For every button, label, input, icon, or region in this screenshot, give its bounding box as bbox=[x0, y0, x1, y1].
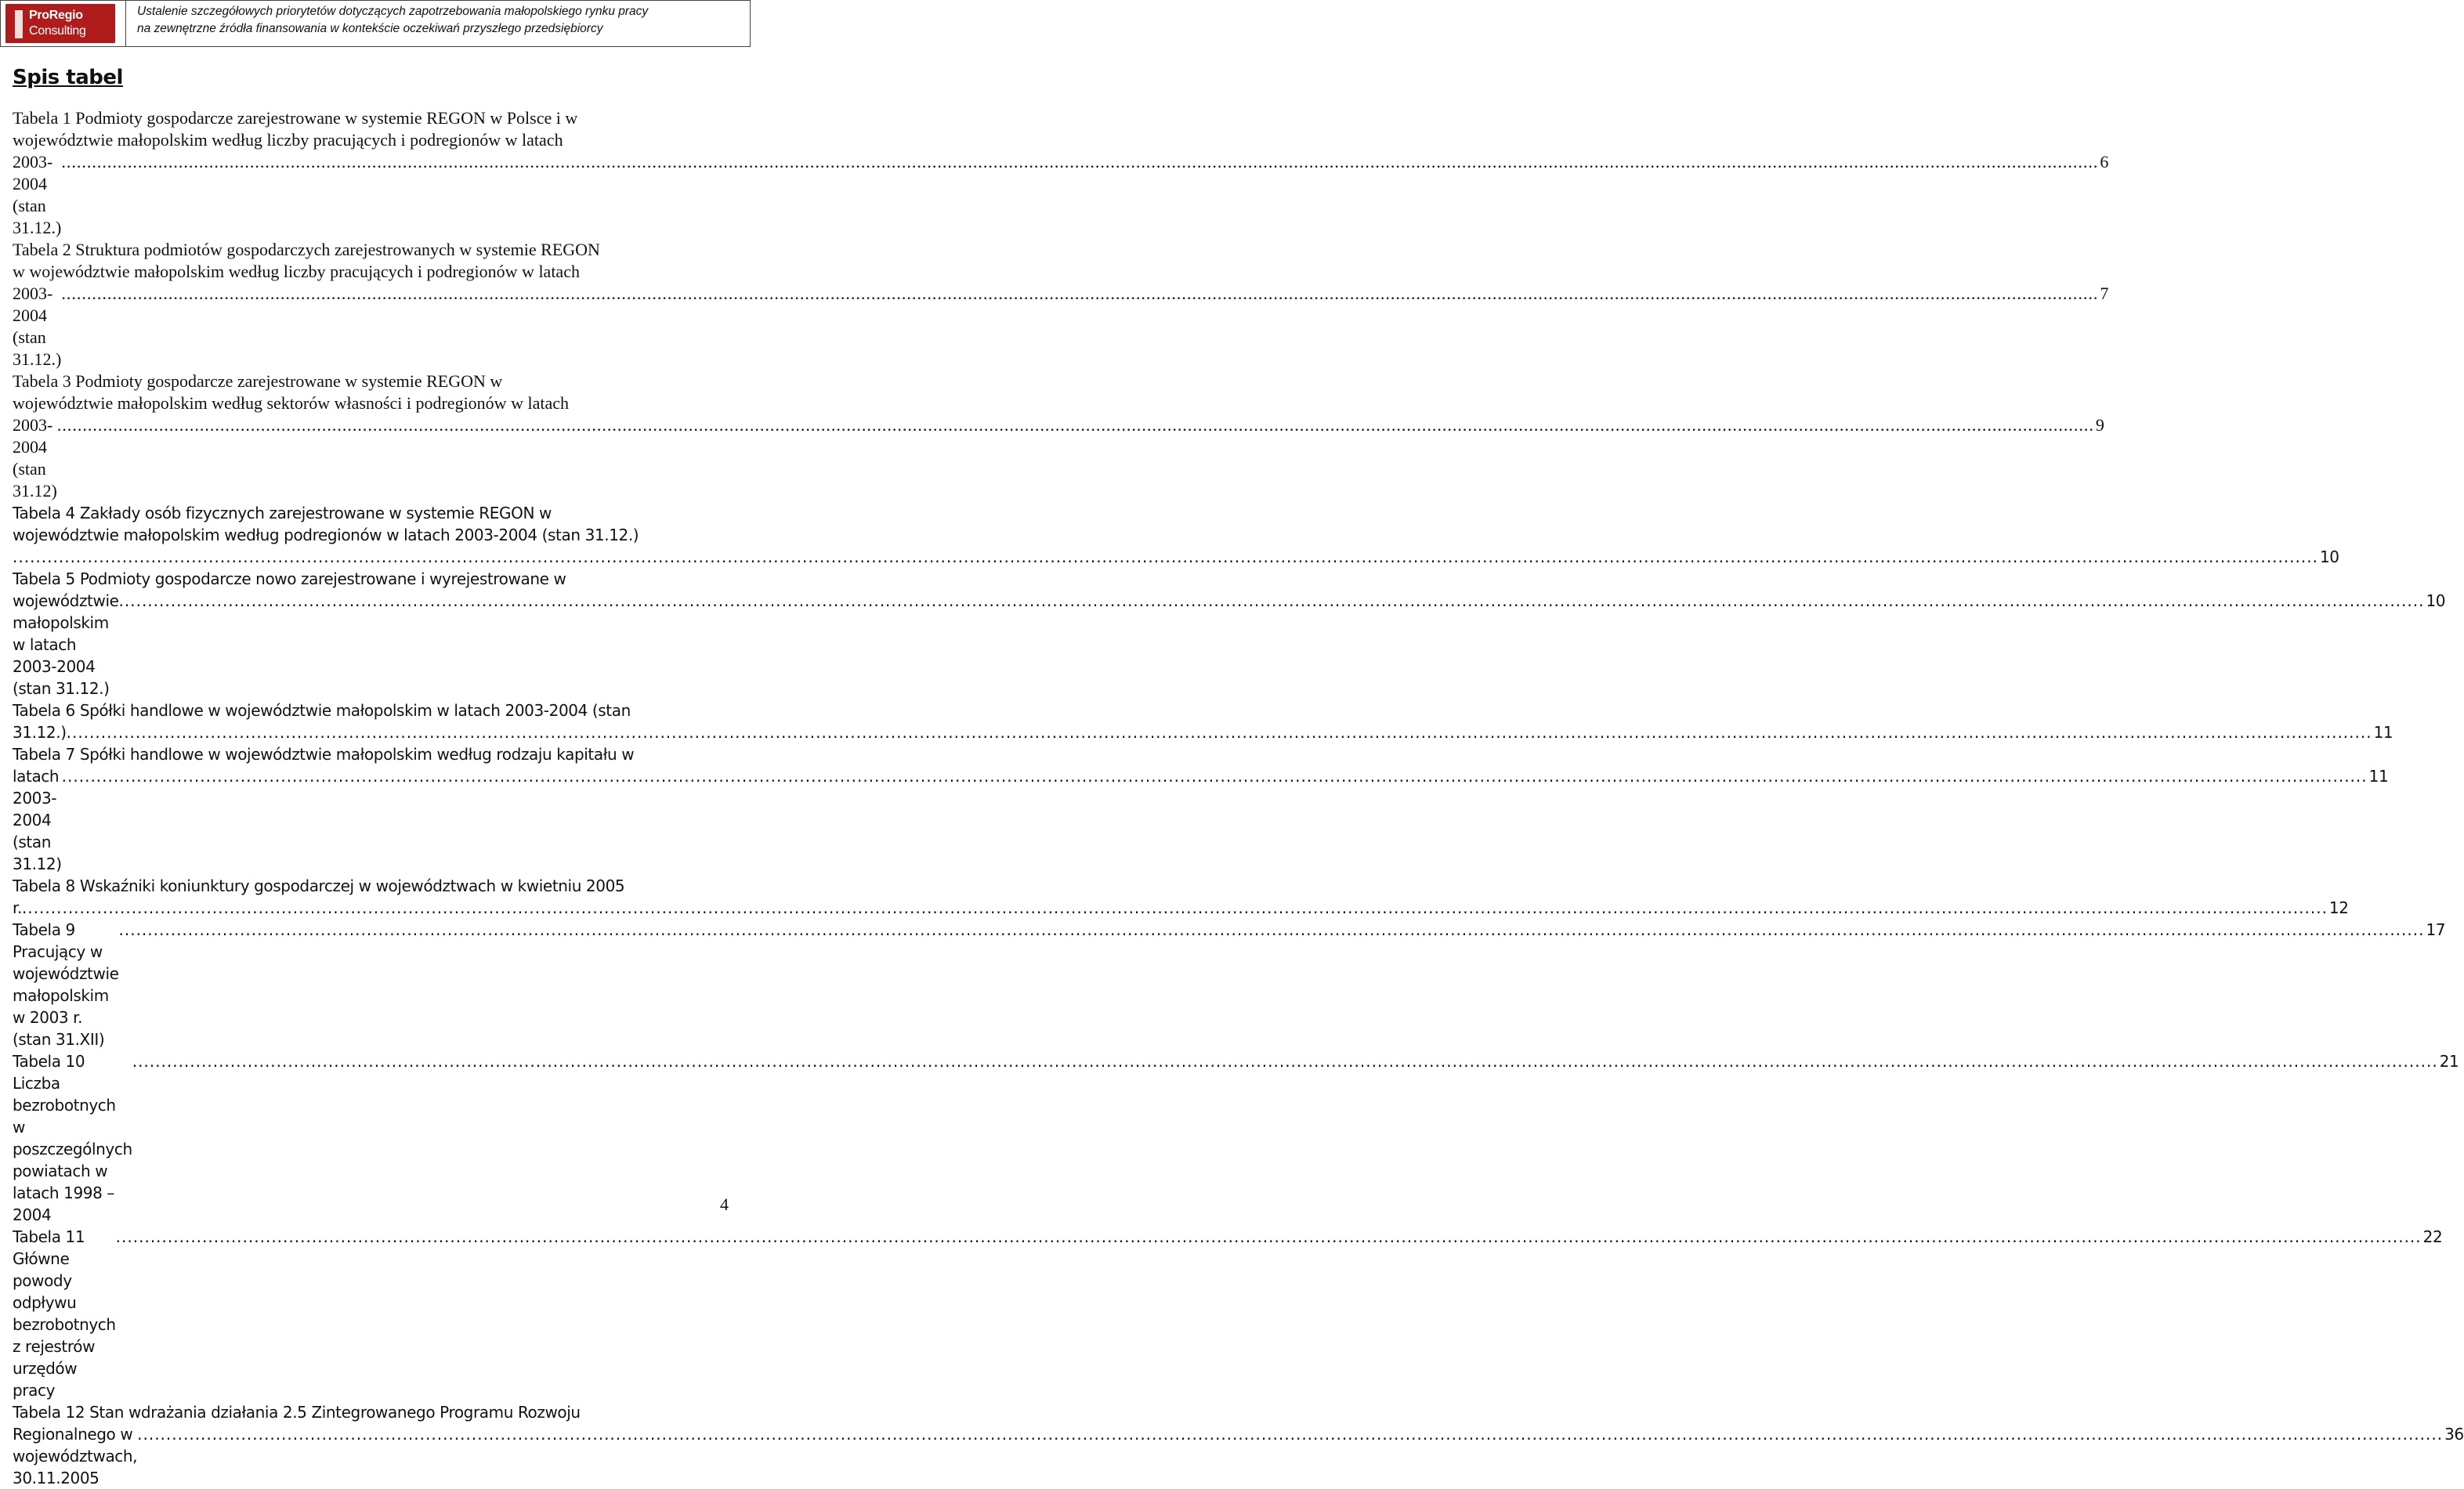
toc-entry-text: województwie małopolskim według sektorów własności i podregionów w latach bbox=[13, 393, 569, 413]
toc-page-number: 21 bbox=[2439, 1052, 2459, 1071]
dot-leader: ................................................................................................................................................................................................................................................................................................................................................................................................................ bbox=[132, 1052, 2438, 1071]
toc-entry-text: Tabela 4 Zakłady osób fizycznych zarejestrowane w systemie REGON w bbox=[13, 504, 552, 522]
toc-page-number: 6 bbox=[2100, 152, 2109, 172]
toc-entry[interactable] bbox=[13, 239, 2109, 370]
dot-leader: ................................................................................................................................................................................................................................................................................................................................................................................................................ bbox=[61, 767, 2368, 786]
toc-entry-text: Tabela 5 Podmioty gospodarcze nowo zarejestrowane i wyrejestrowane w bbox=[13, 569, 566, 588]
section-title: Spis tabel bbox=[13, 66, 123, 89]
toc-entry[interactable] bbox=[13, 1050, 2459, 1226]
toc-entry[interactable] bbox=[13, 370, 2104, 502]
dot-leader: ................................................................................................................................................................................................................................................................................................................................................................................................................ bbox=[61, 284, 2099, 303]
toc-entry-text: Tabela 2 Struktura podmiotów gospodarczych zarejestrowanych w systemie REGON bbox=[13, 240, 600, 259]
dot-leader: ................................................................................................................................................................................................................................................................................................................................................................................................................ bbox=[13, 548, 2318, 566]
toc-entry-text: Tabela 6 Spółki handlowe w województwie małopolskim w latach 2003-2004 (stan bbox=[13, 701, 631, 720]
toc-entry[interactable] bbox=[13, 568, 2446, 699]
toc-entry-text: 2003-2004 (stan 31.12.) bbox=[13, 152, 62, 237]
toc-page-number: 10 bbox=[2319, 548, 2339, 566]
toc-entry[interactable] bbox=[13, 502, 2339, 568]
toc-entry-text: województwie małopolskim według podregionów w latach 2003-2004 (stan 31.12.) bbox=[13, 526, 639, 544]
header-line-1: Ustalenie szczegółowych priorytetów dotyczących zapotrzebowania małopolskiego rynku pracy bbox=[137, 5, 649, 18]
toc-page-number: 36 bbox=[2444, 1425, 2464, 1444]
logo-mark-icon bbox=[15, 10, 23, 38]
toc-entry-text: latach 2003-2004 (stan 31.12) bbox=[13, 767, 62, 873]
toc-page-number: 7 bbox=[2100, 284, 2109, 303]
toc-entry-text: 31.12.) bbox=[13, 723, 67, 742]
header-line-2: na zewnętrzne źródła finansowania w kontekście oczekiwań przyszłego przedsiębiorcy bbox=[137, 22, 603, 35]
toc-entry-text: Regionalnego w województwach, 30.11.2005 bbox=[13, 1425, 138, 1487]
dot-leader: ................................................................................................................................................................................................................................................................................................................................................................................................................ bbox=[137, 1425, 2444, 1444]
toc-entry-text: województwie małopolskim w latach 2003-2004 (stan 31.12.) bbox=[13, 591, 119, 698]
toc-page-number: 17 bbox=[2426, 920, 2446, 939]
toc-entry[interactable] bbox=[13, 919, 2446, 1050]
toc-page-number: 12 bbox=[2328, 898, 2349, 917]
table-of-contents bbox=[13, 107, 2464, 1489]
page-number: 4 bbox=[720, 1194, 729, 1214]
toc-entry-text: r. bbox=[13, 898, 22, 917]
toc-entry[interactable] bbox=[13, 107, 2109, 239]
toc-entry[interactable] bbox=[13, 1401, 2464, 1489]
toc-page-number: 10 bbox=[2426, 591, 2446, 610]
proregio-logo bbox=[5, 4, 115, 43]
toc-entry-text: Tabela 10 Liczba bezrobotnych w poszczególnych powiatach w latach 1998 – 2004 bbox=[13, 1052, 132, 1224]
toc-entry[interactable] bbox=[13, 1226, 2443, 1401]
logo-text-line2: Consulting bbox=[29, 24, 86, 38]
page-header bbox=[0, 0, 751, 47]
logo-cell bbox=[1, 1, 126, 46]
dot-leader: ................................................................................................................................................................................................................................................................................................................................................................................................................ bbox=[66, 723, 2372, 742]
toc-entry-text: Tabela 7 Spółki handlowe w województwie małopolskim według rodzaju kapitału w bbox=[13, 745, 635, 764]
toc-entry-text: Tabela 3 Podmioty gospodarcze zarejestrowane w systemie REGON w bbox=[13, 371, 503, 391]
toc-entry-text: Tabela 8 Wskaźniki koniunktury gospodarczej w województwach w kwietniu 2005 bbox=[13, 876, 625, 895]
logo-text-line1: ProRegio bbox=[29, 9, 83, 22]
dot-leader: ................................................................................................................................................................................................................................................................................................................................................................................................................ bbox=[115, 1227, 2422, 1246]
toc-entry-text: Tabela 9 Pracujący w województwie małopolskim w 2003 r. (stan 31.XII) bbox=[13, 920, 119, 1049]
toc-entry-text: województwie małopolskim według liczby pracujących i podregionów w latach bbox=[13, 130, 563, 150]
toc-entry[interactable] bbox=[13, 743, 2389, 875]
dot-leader: ................................................................................................................................................................................................................................................................................................................................................................................................................ bbox=[61, 152, 2099, 172]
toc-entry-text: w województwie małopolskim według liczby pracujących i podregionów w latach bbox=[13, 262, 580, 281]
toc-entry-text: Tabela 1 Podmioty gospodarcze zarejestrowane w systemie REGON w Polsce i w bbox=[13, 108, 578, 128]
toc-entry-text: 2003-2004 (stan 31.12) bbox=[13, 415, 57, 501]
toc-entry-text: Tabela 11 Główne powody odpływu bezrobotnych z rejestrów urzędów pracy bbox=[13, 1227, 116, 1400]
toc-page-number: 11 bbox=[2368, 767, 2389, 786]
dot-leader: ................................................................................................................................................................................................................................................................................................................................................................................................................ bbox=[21, 898, 2328, 917]
toc-entry[interactable] bbox=[13, 875, 2349, 919]
toc-page-number: 11 bbox=[2373, 723, 2393, 742]
dot-leader: ................................................................................................................................................................................................................................................................................................................................................................................................................ bbox=[56, 415, 2094, 435]
dot-leader: ................................................................................................................................................................................................................................................................................................................................................................................................................ bbox=[118, 920, 2425, 939]
toc-page-number: 9 bbox=[2095, 415, 2104, 435]
toc-page-number: 22 bbox=[2422, 1227, 2443, 1246]
toc-entry[interactable] bbox=[13, 699, 2393, 743]
header-title bbox=[126, 1, 750, 46]
toc-entry-text: 2003-2004 (stan 31.12.) bbox=[13, 284, 62, 369]
toc-entry-text: Tabela 12 Stan wdrażania działania 2.5 Zintegrowanego Programu Rozwoju bbox=[13, 1403, 581, 1422]
dot-leader: ................................................................................................................................................................................................................................................................................................................................................................................................................ bbox=[118, 591, 2425, 610]
